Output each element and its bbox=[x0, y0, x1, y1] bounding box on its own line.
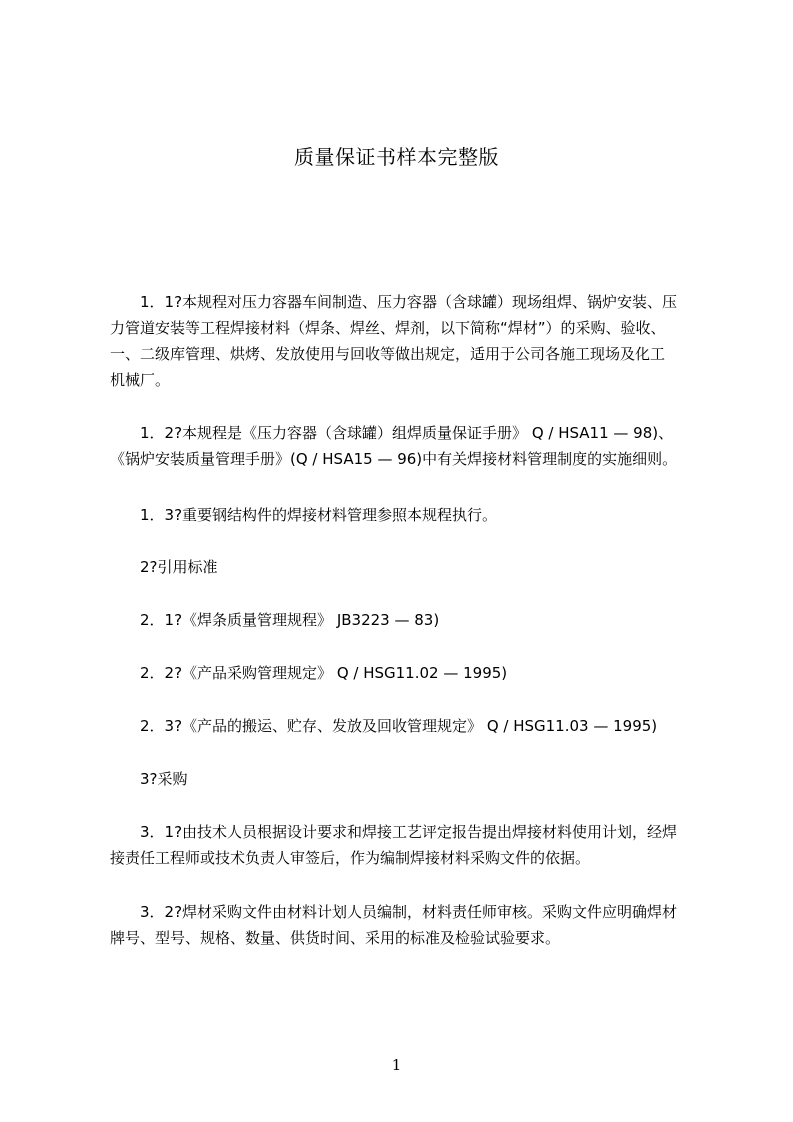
paragraph-1-2 bbox=[110, 420, 700, 472]
paragraph-line: 机械厂。 bbox=[110, 371, 171, 389]
paragraph-2-2 bbox=[110, 660, 700, 686]
paragraph-line: 3?采购 bbox=[110, 770, 188, 788]
paragraph-line: 《锅炉安装质量管理手册》(Q / HSA15 — 96)中有关焊接材料管理制度的实施细则。 bbox=[110, 450, 678, 468]
paragraph-line: 3．2?焊材采购文件由材料计划人员编制，材料责任师审核。采购文件应明确焊材 bbox=[110, 903, 678, 921]
paragraph-line: 一、二级库管理、烘烤、发放使用与回收等做出规定，适用于公司各施工现场及化工 bbox=[110, 345, 666, 363]
paragraph-1-3 bbox=[110, 502, 700, 528]
paragraph-line: 1．1?本规程对压力容器车间制造、压力容器（含球罐）现场组焊、锅炉安装、压 bbox=[110, 293, 678, 311]
section-heading-2 bbox=[110, 554, 700, 580]
paragraph-2-3 bbox=[110, 713, 700, 739]
document-title: 质量保证书样本完整版 bbox=[294, 145, 499, 169]
paragraph-2-1 bbox=[110, 607, 700, 633]
paragraph-line: 2．1?《焊条质量管理规程》 JB3223 — 83) bbox=[110, 611, 440, 629]
paragraph-line: 2?引用标准 bbox=[110, 558, 218, 576]
paragraph-1-1 bbox=[110, 289, 700, 393]
paragraph-line: 1．2?本规程是《压力容器（含球罐）组焊质量保证手册》 Q / HSA11 — 98)、 bbox=[110, 424, 674, 442]
page-number: 1 bbox=[391, 1056, 402, 1074]
paragraph-line: 1．3?重要钢结构件的焊接材料管理参照本规程执行。 bbox=[110, 506, 498, 524]
paragraph-line: 3．1?由技术人员根据设计要求和焊接工艺评定报告提出焊接材料使用计划，经焊 bbox=[110, 823, 678, 841]
paragraph-line: 力管道安装等工程焊接材料（焊条、焊丝、焊剂，以下简称“焊材”）的采购、验收、 bbox=[110, 319, 666, 337]
paragraph-3-2 bbox=[110, 899, 700, 951]
paragraph-line: 2．3?《产品的搬运、贮存、发放及回收管理规定》 Q / HSG11.03 — 1995) bbox=[110, 717, 658, 735]
paragraph-line: 牌号、型号、规格、数量、供货时间、采用的标准及检验试验要求。 bbox=[110, 929, 561, 947]
paragraph-3-1 bbox=[110, 819, 700, 871]
paragraph-line: 2．2?《产品采购管理规定》 Q / HSG11.02 — 1995) bbox=[110, 664, 508, 682]
paragraph-line: 接责任工程师或技术负责人审签后，作为编制焊接材料采购文件的依据。 bbox=[110, 849, 591, 867]
section-heading-3 bbox=[110, 766, 700, 792]
